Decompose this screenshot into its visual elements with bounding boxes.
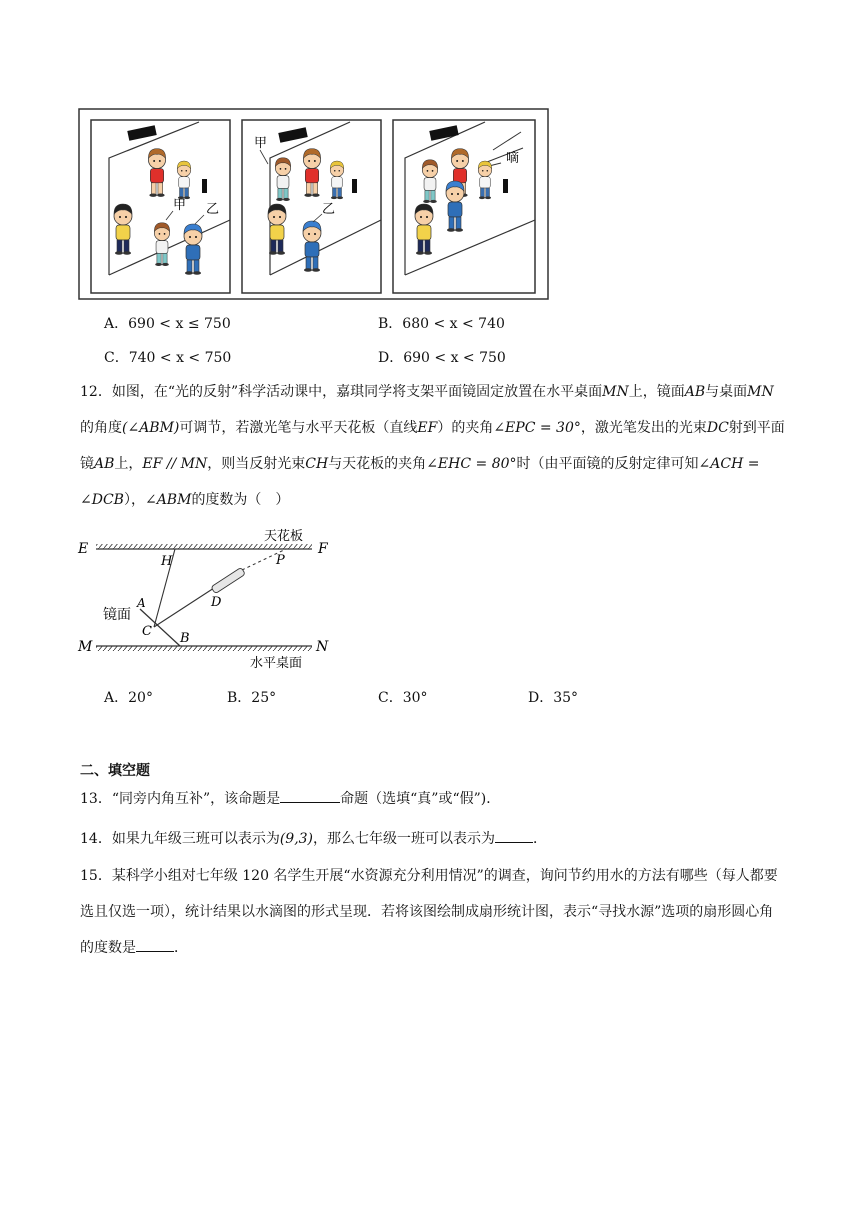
question-12-figure (74, 524, 344, 674)
question-12-text: 12．如图，在“光的反射”科学活动课中，嘉琪同学将支架平面镜固定放置在水平桌面MN上，镜面AB与桌面MN的角度(∠ABM)可调节，若激光笔与水平天花板（直线EF）的夹角∠EPC = 30°，激光笔发出的光束DC射到平面镜AB上，EF // MN，则当反射光束CH与天花板的夹角∠EHC = 80°时（由平面镜的反射定律可知∠ACH = ∠DCB），∠ABM的度数为（ ） (80, 384, 785, 508)
q11-option-d-text: 690 < x < 750 (403, 350, 506, 366)
q11-option-b: B．680 < x < 740 (378, 316, 505, 332)
question-13: 13．“同旁内角互补”，该命题是 命题（选填“真”或“假”)． (80, 788, 500, 808)
label-di: 嘀 (506, 151, 520, 166)
point-m: M (78, 639, 93, 655)
point-a: A (137, 596, 146, 610)
section-2-title: 二、填空题 (80, 763, 150, 779)
question-14: 14．如果九年级三班可以表示为(9,3)，那么七年级一班可以表示为 ． (80, 828, 547, 848)
point-f: F (318, 541, 328, 557)
q11-option-c: C．740 < x < 750 (104, 350, 232, 366)
point-c: C (142, 624, 152, 639)
mirror-label: 镜面 (103, 607, 131, 623)
table-label: 水平桌面 (250, 656, 303, 671)
point-d: D (211, 595, 222, 610)
q12-option-d: D．35° (528, 690, 579, 706)
label-jia-2: 甲 (254, 136, 268, 151)
point-n: N (316, 639, 329, 655)
q14-answer-blank[interactable] (495, 828, 533, 843)
q13-answer-blank[interactable] (280, 788, 340, 803)
question-11-figure (78, 108, 550, 301)
point-h: H (161, 554, 173, 569)
question-15: 15．某科学小组对七年级 120 名学生开展“水资源充分利用情况”的调查，询问节约用水的方法有哪些（每人都要选且仅选一项），统计结果以水滴图的形式呈现．若将该图绘制成扇形统计图，表示“寻找水源”选项的扇形圆心角的度数是 ． (80, 868, 778, 956)
label-yi-2: 乙 (322, 202, 336, 217)
point-b: B (180, 631, 190, 646)
q11-option-a-text: 690 < x ≤ 750 (128, 316, 231, 332)
q11-option-c-text: 740 < x < 750 (128, 350, 232, 366)
point-e: E (78, 541, 89, 557)
q11-option-b-text: 680 < x < 740 (402, 316, 505, 332)
label-yi-1: 乙 (206, 202, 220, 217)
point-p: P (276, 553, 285, 568)
ceiling-label: 天花板 (264, 529, 304, 544)
label-jia-1: 甲 (173, 198, 187, 213)
q11-option-a: A．690 < x ≤ 750 (104, 316, 231, 332)
q11-option-d: D．690 < x < 750 (378, 350, 506, 366)
q12-option-a: A．20° (104, 690, 153, 706)
panel-3 (393, 120, 535, 293)
q15-answer-blank[interactable] (136, 937, 174, 952)
q12-option-c: C．30° (378, 690, 428, 706)
q12-option-b: B．25° (227, 690, 277, 706)
